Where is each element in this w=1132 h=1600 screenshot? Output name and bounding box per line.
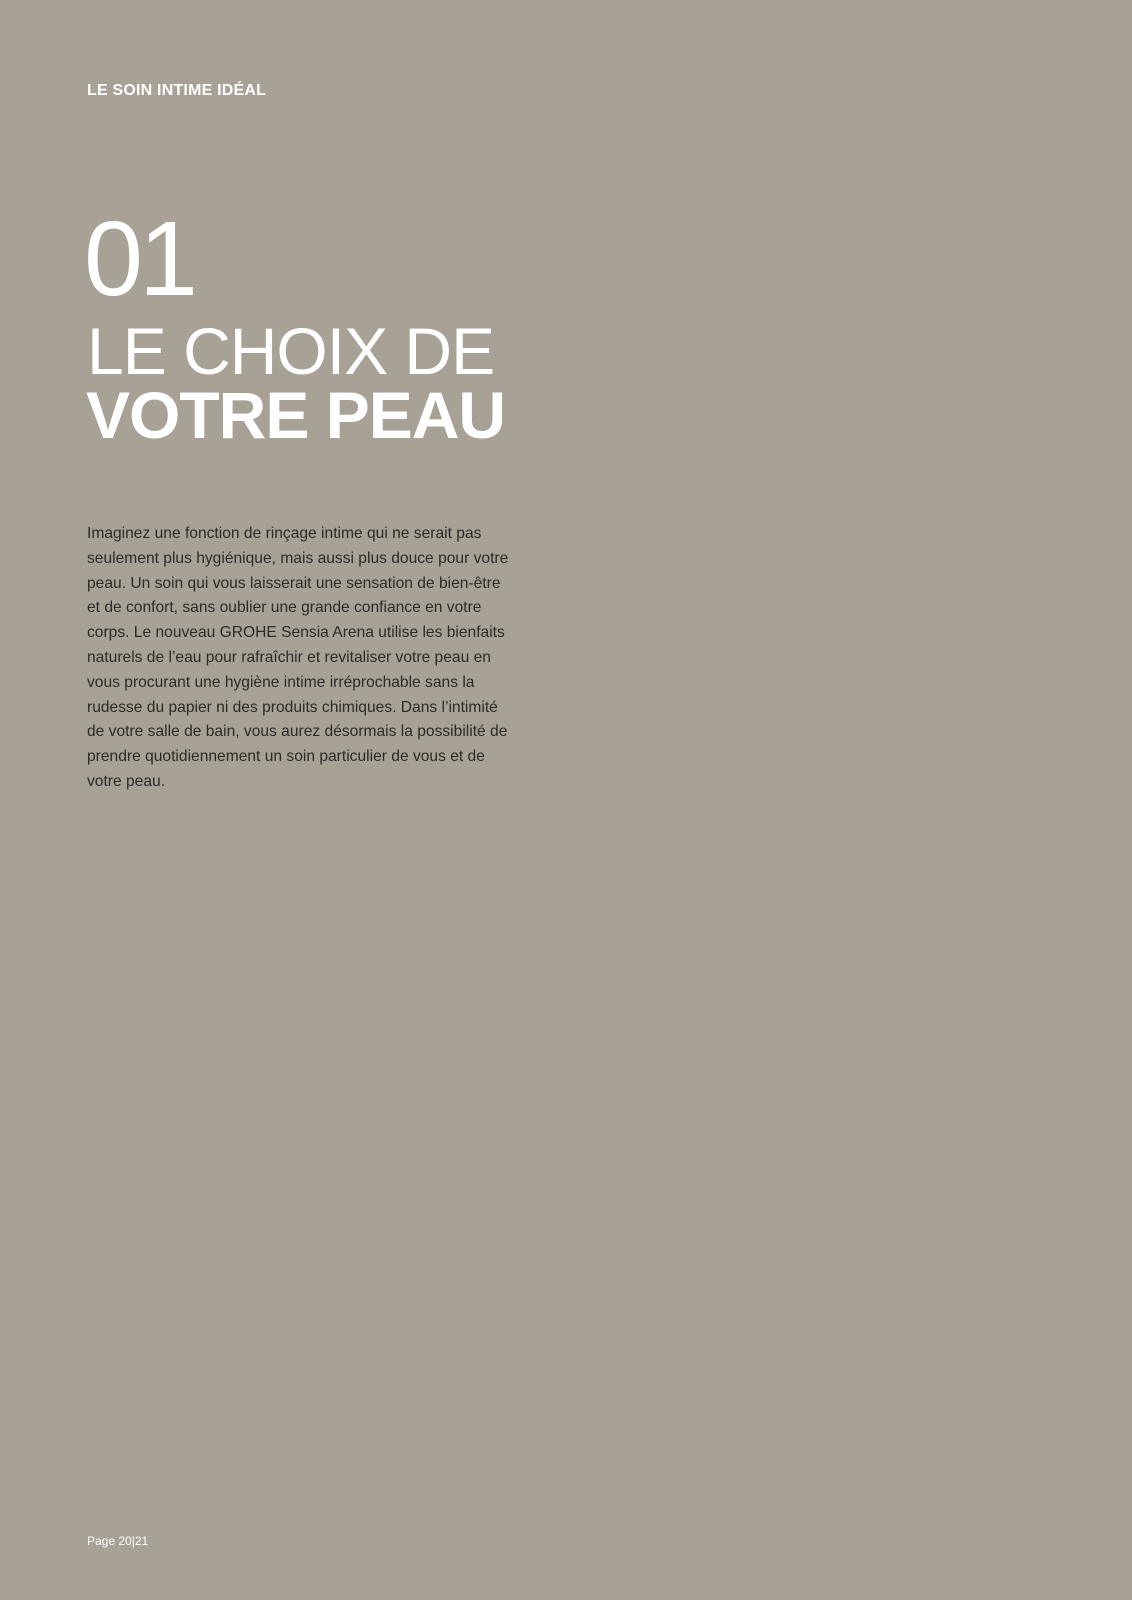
body-line: Imaginez une fonction de rinçage intime qui ne serait pas [87,525,482,542]
body-line: prendre quotidiennement un soin particulier de vous et de [87,748,485,766]
body-paragraph [87,522,557,795]
body-line: vous procurant une hygiène intime irréprochable sans la [87,673,475,691]
section-label: LE SOIN INTIME IDÉAL [87,82,267,99]
body-line: et de confort, sans oublier une grande confiance en votre [87,599,482,617]
chapter-title-light: LE CHOIX DE [87,314,495,388]
page-number: Page 20|21 [87,1534,149,1548]
chapter-number: 01 [84,200,194,318]
body-line: votre peau. [87,772,166,790]
chapter-title-bold: VOTRE PEAU [86,378,506,452]
body-line: de votre salle de bain, vous aurez désormais la possibilité de [87,723,508,741]
body-line: corps. Le nouveau GROHE Sensia Arena utilise les bienfaits [87,624,505,642]
body-line: rudesse du papier ni des produits chimiques. Dans l’intimité [87,698,498,716]
body-line: peau. Un soin qui vous laisserait une sensation de bien-être [87,574,501,592]
body-line: seulement plus hygiénique, mais aussi plus douce pour votre [87,549,509,567]
body-line: naturels de l’eau pour rafraîchir et revitaliser votre peau en [87,648,491,666]
